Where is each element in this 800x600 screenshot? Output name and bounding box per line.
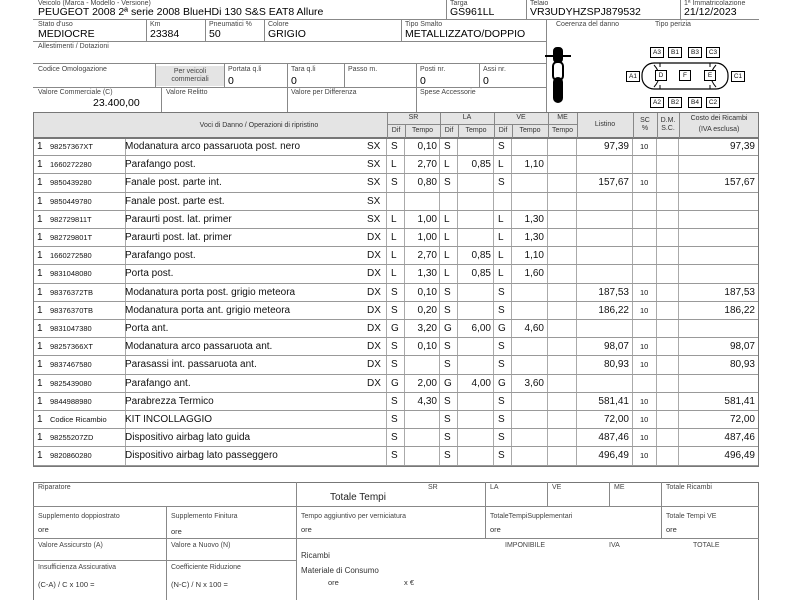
- th-dm2: S.C.: [661, 125, 675, 132]
- cell-listino: 80,93: [603, 359, 629, 371]
- zone-d[interactable]: D: [655, 70, 667, 81]
- cell-qty: 1: [37, 177, 43, 189]
- cell-ve-dif: G: [498, 377, 506, 389]
- cell-ve-dif: S: [498, 286, 505, 298]
- cell-description: Parafango post.: [125, 250, 196, 262]
- cell-sc: 10: [640, 415, 649, 424]
- cell-la-dif: L: [444, 159, 450, 171]
- cell-la-dif: L: [444, 232, 450, 243]
- cell-sr-dif: S: [391, 414, 398, 425]
- cell-la-tempo: 0,85: [471, 268, 491, 280]
- zone-e[interactable]: E: [704, 70, 716, 81]
- riparatore-label: Riparatore: [38, 484, 71, 491]
- pneumatici-label: Pneumatici %: [209, 21, 252, 28]
- insufficienza-label: Insufficienza Assicurativa: [38, 564, 117, 571]
- cell-listino: 157,67: [598, 177, 629, 189]
- cell-code: 9837467580: [50, 360, 92, 370]
- cell-side: DX: [367, 323, 381, 334]
- cell-description: Porta post.: [125, 268, 174, 280]
- cell-costo: 187,53: [724, 286, 755, 298]
- cell-la-dif: S: [444, 359, 451, 371]
- cell-ve-dif: S: [498, 395, 505, 407]
- cell-sr-dif: L: [391, 213, 397, 225]
- cell-ve-dif: S: [498, 414, 505, 425]
- cell-qty: 1: [37, 323, 43, 334]
- cell-description: Parafango ant.: [125, 377, 191, 389]
- cell-la-dif: S: [444, 395, 451, 407]
- cell-sr-dif: L: [391, 232, 397, 243]
- cell-costo: 97,39: [729, 141, 755, 152]
- passo-label: Passo m.: [348, 66, 378, 73]
- coefficiente-label: Coefficiente Riduzione: [171, 564, 241, 571]
- cell-sr-tempo: 1,00: [417, 232, 437, 243]
- cell-side: DX: [367, 359, 381, 371]
- cell-la-dif: S: [444, 304, 451, 316]
- cell-qty: 1: [37, 359, 43, 371]
- colore-label: Colore: [268, 21, 289, 28]
- coerenza-label: Coerenza del danno: [556, 21, 620, 28]
- posti-label: Posti nr.: [420, 66, 446, 73]
- cell-la-dif: L: [444, 213, 450, 225]
- cell-qty: 1: [37, 432, 43, 444]
- cell-listino: 186,22: [598, 304, 629, 316]
- th-la-tempo: Tempo: [465, 127, 487, 134]
- cell-side: DX: [367, 304, 381, 316]
- cell-la-dif: S: [444, 450, 451, 462]
- cell-ve-tempo: 1,10: [524, 250, 544, 262]
- cell-code: 1660272580: [50, 251, 92, 261]
- cell-description: Fanale post. parte int.: [125, 177, 222, 189]
- cell-qty: 1: [37, 377, 43, 389]
- th-sr-dif: Dif: [391, 127, 401, 134]
- cell-sc: 10: [640, 178, 649, 188]
- cell-sr-dif: S: [391, 432, 398, 444]
- cell-sr-dif: G: [391, 323, 399, 334]
- cell-ve-tempo: 1,10: [524, 159, 544, 171]
- cell-ve-dif: S: [498, 432, 505, 444]
- cell-qty: 1: [37, 304, 43, 316]
- x-euro-label: x €: [404, 578, 415, 587]
- assi-label: Assi nr.: [483, 66, 506, 73]
- tara-label: Tara q.li: [291, 66, 316, 73]
- cell-side: SX: [367, 141, 381, 152]
- cell-ve-tempo: 4,60: [524, 323, 544, 334]
- formula-insufficienza: (C-A) / C x 100 =: [38, 580, 95, 589]
- cell-sr-dif: S: [391, 341, 398, 353]
- cell-sr-tempo: 1,30: [417, 268, 437, 280]
- cell-listino: 97,39: [603, 141, 629, 152]
- smalto-label: Tipo Smalto: [405, 21, 443, 28]
- iva-label: IVA: [609, 542, 620, 549]
- cell-side: DX: [367, 232, 381, 243]
- cell-la-dif: L: [444, 268, 450, 280]
- zone-b4[interactable]: B4: [688, 97, 702, 108]
- cell-description: Porta ant.: [125, 323, 169, 334]
- cell-ve-dif: L: [498, 159, 504, 171]
- cell-ve-tempo: 3,60: [524, 377, 544, 389]
- cell-costo: 581,41: [724, 395, 755, 407]
- cell-la-dif: L: [444, 250, 450, 262]
- cell-description: Modanatura arco passaruota post. nero: [125, 141, 301, 152]
- th-la-dif: Dif: [444, 127, 454, 134]
- ore-label-6: ore: [328, 578, 339, 587]
- cell-sr-dif: L: [391, 250, 397, 262]
- zone-f[interactable]: F: [679, 70, 691, 81]
- cell-la-dif: S: [444, 414, 451, 425]
- cell-description: Parafango post.: [125, 159, 196, 171]
- cell-sc: 10: [640, 142, 649, 151]
- cell-ve-dif: S: [498, 341, 505, 353]
- cell-ve-dif: L: [498, 250, 504, 262]
- cell-costo: 98,07: [729, 341, 755, 353]
- cell-description: Modanatura arco passaruota ant.: [125, 341, 273, 353]
- zone-a3[interactable]: A3: [650, 47, 664, 58]
- cell-sc: 10: [640, 396, 649, 406]
- portata-label: Portata q.li: [228, 66, 262, 73]
- cell-side: DX: [367, 286, 381, 298]
- cell-code: 9850439280: [50, 178, 92, 188]
- cell-sc: 10: [640, 451, 649, 461]
- targa-label: Targa: [450, 0, 468, 7]
- cell-code: 9820860280: [50, 451, 92, 461]
- assi-value: 0: [483, 75, 489, 87]
- ore-label-1: ore: [38, 525, 49, 534]
- cell-ve-dif: L: [498, 213, 504, 225]
- stato-label: Stato d'uso: [38, 21, 73, 28]
- valore-commerciale-label: Valore Commerciale (C): [38, 89, 113, 96]
- cell-sc: 10: [640, 433, 649, 443]
- cell-ve-tempo: 1,30: [524, 232, 544, 243]
- cell-costo: 72,00: [729, 414, 755, 425]
- km-value: 23384: [150, 28, 180, 40]
- totale-ricambi-label: Totale Ricambi: [666, 484, 712, 491]
- th-sc-unit: %: [641, 125, 649, 132]
- cell-qty: 1: [37, 213, 43, 225]
- cell-qty: 1: [37, 232, 43, 243]
- cell-sr-tempo: 0,80: [417, 177, 437, 189]
- formula-coefficiente: (N-C) / N x 100 =: [171, 580, 228, 589]
- cell-sr-dif: S: [391, 450, 398, 462]
- zone-c3[interactable]: C3: [706, 47, 720, 58]
- cell-la-dif: S: [444, 141, 451, 152]
- cell-code: 9831048080: [50, 269, 92, 279]
- th-costo: Costo dei Ricambi: [690, 115, 748, 122]
- cell-code: 9831047380: [50, 324, 92, 333]
- tempo-aggiuntivo-label: Tempo aggiuntivo per verniciatura: [301, 513, 407, 520]
- th-listino: Listino: [594, 121, 616, 128]
- ore-label-4: ore: [490, 525, 501, 534]
- cell-sr-dif: L: [391, 159, 397, 171]
- imponibile-label: IMPONIBILE: [505, 542, 546, 549]
- th-ve-tempo: Tempo: [519, 127, 541, 134]
- th-costo-sub: (IVA esclusa): [698, 126, 740, 133]
- cell-sc: 10: [640, 360, 649, 370]
- cell-code: 982729801T: [50, 233, 93, 242]
- cell-listino: 187,53: [598, 286, 629, 298]
- ore-label-2: ore: [171, 527, 182, 536]
- portata-value: 0: [228, 75, 234, 87]
- th-sr-tempo: Tempo: [411, 127, 433, 134]
- cell-description: KIT INCOLLAGGIO: [125, 414, 213, 425]
- zone-c1[interactable]: C1: [731, 71, 745, 82]
- supplemento-finitura-label: Supplemento Finitura: [171, 513, 238, 520]
- ricambi-label: Ricambi: [301, 551, 330, 560]
- materiale-label: Materiale di Consumo: [301, 566, 379, 575]
- cell-listino: 72,00: [603, 414, 629, 425]
- cell-sr-tempo: 0,10: [417, 286, 437, 298]
- th-sc: SC: [640, 117, 650, 124]
- zone-b3[interactable]: B3: [688, 47, 702, 58]
- cell-side: SX: [367, 177, 381, 189]
- cell-sr-dif: G: [391, 377, 399, 389]
- table-header: [33, 112, 759, 138]
- cell-la-tempo: 4,00: [471, 377, 491, 389]
- pneumatici-value: 50: [209, 28, 221, 40]
- th-dm: D.M.: [660, 117, 676, 124]
- zone-b2[interactable]: B2: [668, 97, 682, 108]
- footer-sr: SR: [428, 484, 438, 491]
- cell-sr-tempo: 2,00: [417, 377, 437, 389]
- valore-assicurato-label: Valore Assicursto (A): [38, 542, 103, 549]
- cell-code: 98255207ZD: [50, 433, 94, 443]
- cell-ve-dif: L: [498, 232, 504, 243]
- immatricolazione-value: 21/12/2023: [684, 6, 737, 18]
- totale-tempi-ve-label: Totale Tempi VE: [666, 513, 717, 520]
- ore-label-5: ore: [666, 525, 677, 534]
- th-ve-dif: Dif: [498, 127, 508, 134]
- veicolo-value: PEUGEOT 2008 2ª serie 2008 BlueHDi 130 S&S EAT8 Allure: [38, 6, 324, 18]
- cell-ve-tempo: 1,60: [524, 268, 544, 280]
- cell-sr-dif: S: [391, 359, 398, 371]
- cell-code: 9844988980: [50, 396, 92, 406]
- totale-label: TOTALE: [693, 542, 720, 549]
- cell-side: DX: [367, 250, 381, 262]
- th-voci: Voci di Danno / Operazioni di ripristino: [199, 122, 319, 129]
- cell-sr-tempo: 0,10: [417, 141, 437, 152]
- telaio-value: VR3UDYHZSPJ879532: [530, 6, 641, 18]
- cell-sr-tempo: 1,00: [417, 213, 437, 225]
- cell-sr-tempo: 2,70: [417, 250, 437, 262]
- cell-code: 982729811T: [50, 214, 92, 224]
- cell-side: SX: [367, 159, 381, 171]
- cell-side: SX: [367, 195, 381, 207]
- cell-code: 9850449780: [50, 196, 92, 206]
- cell-sr-dif: L: [391, 268, 397, 280]
- cell-costo: 487,46: [724, 432, 755, 444]
- th-ve: VE: [516, 114, 526, 121]
- cell-ve-dif: L: [498, 268, 504, 280]
- th-la: LA: [462, 114, 472, 121]
- cell-qty: 1: [37, 341, 43, 353]
- cell-costo: 496,49: [724, 450, 755, 462]
- km-label: Km: [150, 21, 161, 28]
- perizia-label: Tipo perizia: [655, 21, 691, 28]
- spese-label: Spese Accessorie: [420, 89, 476, 96]
- cell-description: Dispositivo airbag lato passeggero: [125, 450, 278, 462]
- cell-ve-dif: S: [498, 304, 505, 316]
- cell-la-tempo: 6,00: [471, 323, 491, 334]
- cell-code: 98257367XT: [50, 142, 93, 151]
- cell-ve-dif: S: [498, 359, 505, 371]
- cell-description: Parasassi int. passaruota ant.: [125, 359, 257, 371]
- omologazione-label: Codice Omologazione: [38, 66, 107, 73]
- cell-listino: 496,49: [598, 450, 629, 462]
- cell-costo: 186,22: [724, 304, 755, 316]
- veicolo-label: Veicolo (Marca - Modello - Versione): [38, 0, 151, 7]
- cell-description: Fanale post. parte est.: [125, 195, 225, 207]
- allestimenti-label: Allestimenti / Dotazioni: [38, 43, 109, 50]
- cell-qty: 1: [37, 250, 43, 262]
- colore-value: GRIGIO: [268, 28, 306, 40]
- cell-qty: 1: [37, 141, 43, 152]
- cell-side: DX: [367, 341, 381, 353]
- ore-label-3: ore: [301, 525, 312, 534]
- tara-value: 0: [291, 75, 297, 87]
- cell-sc: 10: [640, 342, 649, 352]
- cell-side: SX: [367, 213, 381, 225]
- cell-ve-dif: S: [498, 141, 505, 152]
- immatricolazione-label: 1ª Immatricolazione: [684, 0, 746, 7]
- zone-a1[interactable]: A1: [626, 71, 640, 82]
- supplemento-doppiostrato-label: Supplemento doppiostrato: [38, 513, 120, 520]
- stato-value: MEDIOCRE: [38, 28, 95, 40]
- valore-commerciale-value: 23.400,00: [93, 97, 140, 109]
- zone-b1[interactable]: B1: [668, 47, 682, 58]
- cell-sc: 10: [640, 287, 649, 297]
- th-me-tempo: Tempo: [551, 127, 573, 134]
- zone-c2[interactable]: C2: [706, 97, 720, 108]
- targa-value: GS961LL: [450, 6, 495, 18]
- cell-side: DX: [367, 377, 381, 389]
- cell-qty: 1: [37, 159, 43, 171]
- telaio-label: Telaio: [530, 0, 549, 7]
- zone-a2[interactable]: A2: [650, 97, 664, 108]
- valore-relitto-label: Valore Relitto: [166, 89, 208, 96]
- cell-sr-tempo: 4,30: [417, 395, 437, 407]
- cell-listino: 487,46: [598, 432, 629, 444]
- cell-sr-dif: S: [391, 141, 398, 152]
- cell-side: DX: [367, 268, 381, 280]
- cell-description: Paraurti post. lat. primer: [125, 232, 232, 243]
- cell-sr-dif: S: [391, 177, 398, 189]
- cell-ve-tempo: 1,30: [524, 213, 544, 225]
- cell-description: Modanatura porta post. grigio meteora: [125, 286, 296, 298]
- cell-qty: 1: [37, 195, 43, 207]
- totale-tempi-label: Totale Tempi: [330, 492, 386, 503]
- smalto-value: METALLIZZATO/DOPPIO: [405, 28, 526, 40]
- cell-description: Dispositivo airbag lato guida: [125, 432, 251, 444]
- cell-la-dif: S: [444, 286, 451, 298]
- cell-code: 98376370TB: [50, 305, 93, 315]
- cell-qty: 1: [37, 286, 43, 298]
- cell-la-tempo: 0,85: [471, 250, 491, 262]
- totale-tempi-supplementari-label: TotaleTempiSupplementari: [490, 513, 573, 520]
- cell-qty: 1: [37, 395, 43, 407]
- cell-costo: 157,67: [724, 177, 755, 189]
- footer-ve: VE: [552, 484, 562, 491]
- cell-description: Modanatura porta ant. grigio meteora: [125, 304, 291, 316]
- cell-sr-dif: S: [391, 395, 398, 407]
- cell-description: Parabrezza Termico: [125, 395, 214, 407]
- cell-qty: 1: [37, 450, 43, 462]
- posti-value: 0: [420, 75, 426, 87]
- cell-ve-dif: S: [498, 450, 505, 462]
- cell-ve-dif: G: [498, 323, 506, 334]
- footer-la: LA: [490, 484, 499, 491]
- cell-la-dif: G: [444, 323, 452, 334]
- cell-description: Paraurti post. lat. primer: [125, 213, 232, 225]
- cell-qty: 1: [37, 414, 43, 425]
- cell-code: 98257366XT: [50, 342, 93, 352]
- commerciali-label: Per veicoli commerciali: [156, 66, 224, 86]
- cell-sr-dif: S: [391, 286, 398, 298]
- cell-code: 1660272280: [50, 160, 92, 170]
- cell-sr-dif: S: [391, 304, 398, 316]
- cell-sr-tempo: 0,20: [417, 304, 437, 316]
- th-me: ME: [557, 114, 568, 121]
- cell-listino: 98,07: [603, 341, 629, 353]
- cell-code: 98376372TB: [50, 287, 93, 297]
- cell-listino: 581,41: [598, 395, 629, 407]
- cell-la-dif: S: [444, 432, 451, 444]
- cell-qty: 1: [37, 268, 43, 280]
- valore-nuovo-label: Valore a Nuovo (N): [171, 542, 231, 549]
- cell-code: 9825439080: [50, 378, 92, 388]
- th-sr: SR: [408, 114, 419, 121]
- footer-me: ME: [614, 484, 625, 491]
- cell-la-tempo: 0,85: [471, 159, 491, 171]
- cell-code: Codice Ricambio: [50, 415, 107, 424]
- valore-differenza-label: Valore per Differenza: [291, 89, 357, 96]
- cell-sr-tempo: 0,10: [417, 341, 437, 353]
- cell-la-dif: S: [444, 177, 451, 189]
- cell-sr-tempo: 3,20: [417, 323, 437, 334]
- motorcycle-icon: [541, 42, 575, 110]
- cell-sr-tempo: 2,70: [417, 159, 437, 171]
- cell-costo: 80,93: [729, 359, 755, 371]
- cell-la-dif: G: [444, 377, 452, 389]
- cell-sc: 10: [640, 305, 649, 315]
- cell-ve-dif: S: [498, 177, 505, 189]
- cell-la-dif: S: [444, 341, 451, 353]
- table-border: [33, 138, 759, 467]
